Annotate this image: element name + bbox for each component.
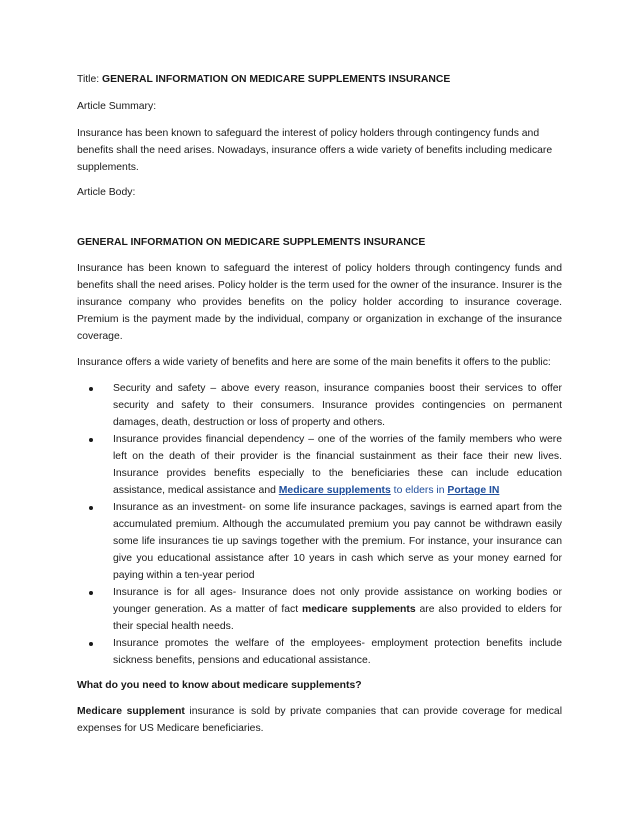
list-item-text: Insurance as an investment- on some life insurance packages, savings is earned apart from the accumulated premium. Although the accumulated premium you pay cannot be withdrawn easily some life insurances tie up savings together with the premium. For instance, your insurance can give you educational assistance after 10 years in cash which serve as your money earned for paying within a ten-year period [113,502,562,581]
closing-bold-text: Medicare supplement [77,706,185,717]
section-heading: GENERAL INFORMATION ON MEDICARE SUPPLEMENTS INSURANCE [77,237,426,248]
list-item-text: Insurance is for all ages- Insurance does not only provide assistance on working bodies or younger generation. As a matter of fact [113,587,562,615]
list-item [77,431,562,499]
bullet-icon [89,387,93,391]
benefits-list [77,380,562,669]
list-item-text: Insurance provides financial dependency – one of the worries of the family members who were left on the death of their provider is the financial sustainment as their face their new lives. Insurance provides benefits especially to the beneficiaries these can include education assistance, medical assistance and [113,434,562,496]
link-connector-text: to elders in [390,485,448,496]
closing-text: insurance is sold by private companies that can provide coverage for medical expenses for US Medicare beneficiaries. [77,706,562,734]
list-item [77,584,562,635]
question-heading: What do you need to know about medicare supplements? [77,680,362,691]
list-item [77,499,562,584]
title-line [77,71,562,88]
bullet-icon [89,642,93,646]
bullet-icon [89,438,93,442]
intro-paragraph: Insurance has been known to safeguard the interest of policy holders through contingency funds and benefits shall the need arises. Policy holder is the term used for the owner of the insurance. Insurer is the insurance company who provides benefits on the policy holder according to insurance coverage. Premium is the payment made by the individual, company or organization in exchange of the insurance coverage. [77,263,562,342]
title-text: GENERAL INFORMATION ON MEDICARE SUPPLEMENTS INSURANCE [102,74,451,85]
list-item-bold-text: medicare supplements [301,604,416,615]
summary-label: Article Summary: [77,101,157,112]
benefits-intro-paragraph: Insurance offers a wide variety of benefits and here are some of the main benefits it offers to the public: [77,357,551,368]
portage-in-link[interactable]: Portage IN [447,485,500,496]
closing-paragraph [77,703,562,737]
body-label: Article Body: [77,187,136,198]
list-item [77,380,562,431]
list-item-text: Insurance promotes the welfare of the employees- employment protection benefits include sickness benefits, pensions and educational assistance. [113,638,562,666]
summary-text: Insurance has been known to safeguard the interest of policy holders through contingency funds and benefits shall the need arises. Nowadays, insurance offers a wide variety of benefits including medicare supplements. [77,128,553,173]
list-item [77,635,562,669]
bullet-icon [89,506,93,510]
title-prefix: Title: [77,74,103,85]
medicare-supplements-link[interactable]: Medicare supplements [278,485,391,496]
list-item-text-end: are also provided to elders for their special health needs. [113,604,562,632]
list-item-text: Security and safety – above every reason, insurance companies boost their services to offer security and safety to their consumers. Insurance provides contingencies on permanent damages, death, destruction or loss of property and others. [113,383,562,428]
bullet-icon [89,591,93,595]
